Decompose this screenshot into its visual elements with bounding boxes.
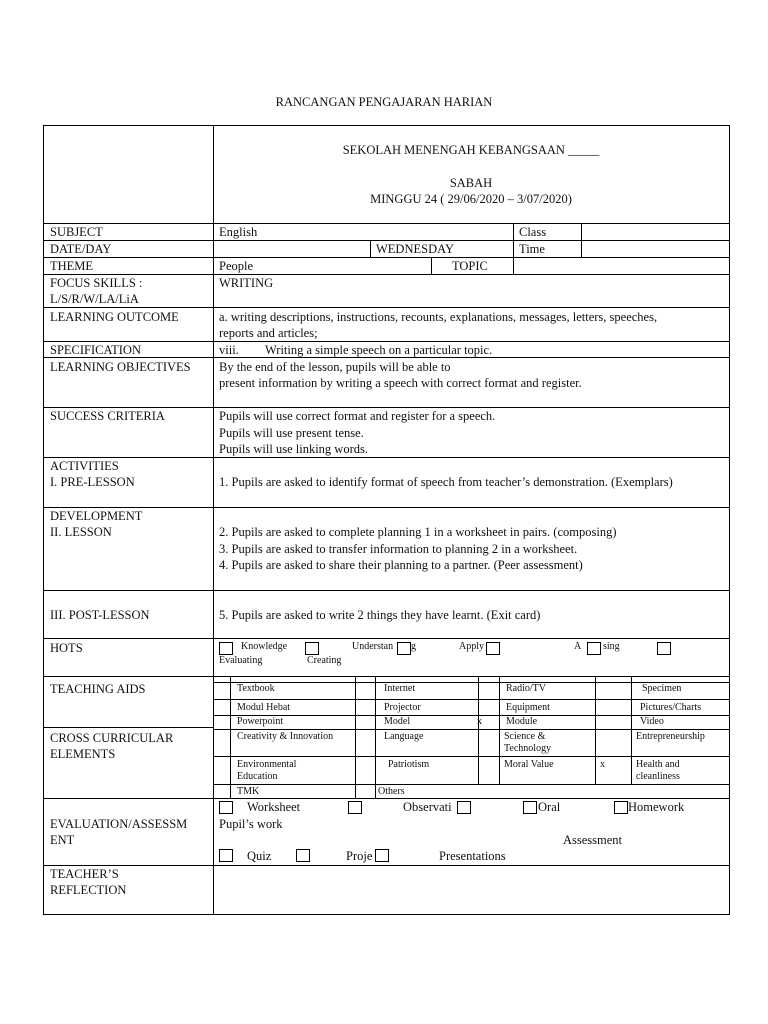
quiz-checkbox[interactable] — [219, 849, 233, 862]
week-range: MINGGU 24 ( 29/06/2020 – 3/07/2020) — [370, 192, 572, 206]
homework-label: Homework — [628, 800, 685, 814]
state-name: SABAH — [449, 176, 493, 190]
cross-curricular-label-2: ELEMENTS — [50, 747, 116, 761]
aid-specimen: Specimen — [642, 683, 682, 694]
assessment-label: Assessment — [563, 833, 623, 847]
class-label: Class — [519, 225, 547, 239]
lesson-step-2: 2. Pupils are asked to complete planning 1 in a worksheet in pairs. (composing) — [219, 525, 617, 539]
knowledge-label: Knowledge — [241, 641, 288, 652]
activities-label: ACTIVITIES — [50, 459, 119, 473]
presentations-label: Presentations — [439, 849, 506, 863]
creating-checkbox[interactable] — [657, 642, 671, 655]
aid-equipment: Equipment — [506, 702, 550, 713]
subject-label: SUBJECT — [50, 225, 103, 239]
focus-skills-label: FOCUS SKILLS : — [50, 276, 143, 290]
element-cleanliness: cleanliness — [636, 771, 680, 782]
lesson-step-4: 4. Pupils are asked to share their planning to a partner. (Peer assessment) — [219, 558, 583, 572]
post-lesson-text: 5. Pupils are asked to write 2 things they have learnt. (Exit card) — [219, 608, 541, 622]
element-patriotism: Patriotism — [388, 759, 430, 770]
element-moral-value: Moral Value — [504, 759, 554, 770]
reflection-label-2: REFLECTION — [50, 883, 127, 897]
element-health-mark: x — [600, 759, 605, 770]
aid-pictures-charts: Pictures/Charts — [640, 702, 702, 713]
element-environmental: Environmental — [237, 759, 297, 770]
project-checkbox[interactable] — [296, 849, 310, 862]
learning-objectives-line-2: present information by writing a speech with correct format and register. — [219, 376, 582, 390]
aid-powerpoint: Powerpoint — [237, 716, 284, 727]
oral-checkbox[interactable] — [457, 801, 471, 814]
analysing-checkbox[interactable] — [486, 642, 500, 655]
pre-lesson-label: I. PRE-LESSON — [50, 475, 135, 489]
element-tmk: TMK — [237, 786, 260, 797]
understanding-tail: g — [411, 641, 416, 652]
document-title: RANCANGAN PENGAJARAN HARIAN — [275, 95, 493, 109]
teaching-aids-label: TEACHING AIDS — [50, 682, 146, 696]
aid-projector: Projector — [384, 702, 421, 713]
school-name: SEKOLAH MENENGAH KEBANGSAAN _____ — [342, 143, 600, 157]
element-language: Language — [384, 731, 424, 742]
aid-module-mark: x — [477, 716, 482, 727]
observation-checkbox[interactable] — [348, 801, 362, 814]
reflection-label: TEACHER’S — [50, 867, 119, 881]
specification-number: viii. — [219, 343, 239, 357]
post-lesson-label: III. POST-LESSON — [50, 608, 150, 622]
subject-value: English — [219, 225, 258, 239]
cross-curricular-label: CROSS CURRICULAR — [50, 731, 174, 745]
focus-skills-value: WRITING — [219, 276, 274, 290]
lesson-step-3: 3. Pupils are asked to transfer information to planning 2 in a worksheet. — [219, 542, 578, 556]
evaluation-label: EVALUATION/ASSESSM — [50, 817, 188, 831]
project-label: Proje — [346, 849, 373, 863]
aid-radio-tv: Radio/TV — [506, 683, 546, 694]
learning-outcome-label: LEARNING OUTCOME — [50, 310, 179, 324]
topic-label: TOPIC — [452, 259, 488, 273]
aid-model: Model — [384, 716, 411, 727]
aid-modul-hebat: Modul Hebat — [237, 702, 291, 713]
creating-label: Creating — [307, 655, 342, 666]
element-others: Others — [378, 786, 405, 797]
theme-value: People — [219, 259, 254, 273]
learning-objectives-line-1: By the end of the lesson, pupils will be able to — [219, 360, 451, 374]
element-science: Science & — [504, 731, 546, 742]
learning-outcome-line-1: a. writing descriptions, instructions, recounts, explanations, messages, letters, speeches, — [219, 310, 658, 324]
development-label: DEVELOPMENT — [50, 509, 143, 523]
time-label: Time — [519, 242, 545, 256]
specification-label: SPECIFICATION — [50, 343, 141, 357]
aid-internet: Internet — [384, 683, 416, 694]
analysing-label: A — [574, 641, 582, 652]
knowledge-checkbox[interactable] — [219, 642, 233, 655]
worksheet-checkbox[interactable] — [219, 801, 233, 814]
element-creativity: Creativity & Innovation — [237, 731, 334, 742]
apply-label: Apply — [459, 641, 484, 652]
oral-label: Oral — [538, 800, 561, 814]
aid-textbook: Textbook — [237, 683, 275, 694]
analysing-tail: sing — [603, 641, 620, 652]
oral-box[interactable] — [523, 801, 537, 814]
hots-label: HOTS — [50, 641, 83, 655]
quiz-label: Quiz — [247, 849, 272, 863]
observation-label: Observati — [403, 800, 452, 814]
element-education: Education — [237, 771, 278, 782]
success-criteria-line-3: Pupils will use linking words. — [219, 442, 368, 456]
lesson-label: II. LESSON — [50, 525, 112, 539]
success-criteria-label: SUCCESS CRITERIA — [50, 409, 165, 423]
aid-module: Module — [506, 716, 538, 727]
focus-skills-codes: L/S/R/W/LA/LiA — [50, 292, 139, 306]
date-label: DATE/DAY — [50, 242, 112, 256]
day-value: WEDNESDAY — [376, 242, 455, 256]
success-criteria-line-2: Pupils will use present tense. — [219, 426, 364, 440]
specification-text: Writing a simple speech on a particular topic. — [265, 343, 493, 357]
learning-objectives-label: LEARNING OBJECTIVES — [50, 360, 191, 374]
element-entrepreneurship: Entrepreneurship — [636, 731, 705, 742]
aid-video: Video — [640, 716, 664, 727]
pupils-work-label: Pupil’s work — [219, 817, 283, 831]
success-criteria-line-1: Pupils will use correct format and register for a speech. — [219, 409, 496, 423]
presentations-checkbox[interactable] — [375, 849, 389, 862]
apply-checkbox[interactable] — [397, 642, 411, 655]
evaluating-checkbox[interactable] — [587, 642, 601, 655]
theme-label: THEME — [50, 259, 94, 273]
evaluation-label-2: ENT — [50, 833, 75, 847]
worksheet-label: Worksheet — [247, 800, 301, 814]
element-health: Health and — [636, 759, 680, 770]
understanding-label: Understan — [352, 641, 394, 652]
element-technology: Technology — [504, 743, 552, 754]
evaluating-label: Evaluating — [219, 655, 263, 666]
pre-lesson-text: 1. Pupils are asked to identify format of speech from teacher’s demonstration. (Exemplars) — [219, 475, 673, 489]
homework-checkbox[interactable] — [614, 801, 628, 814]
learning-outcome-line-2: reports and articles; — [219, 326, 318, 340]
understanding-checkbox[interactable] — [305, 642, 319, 655]
